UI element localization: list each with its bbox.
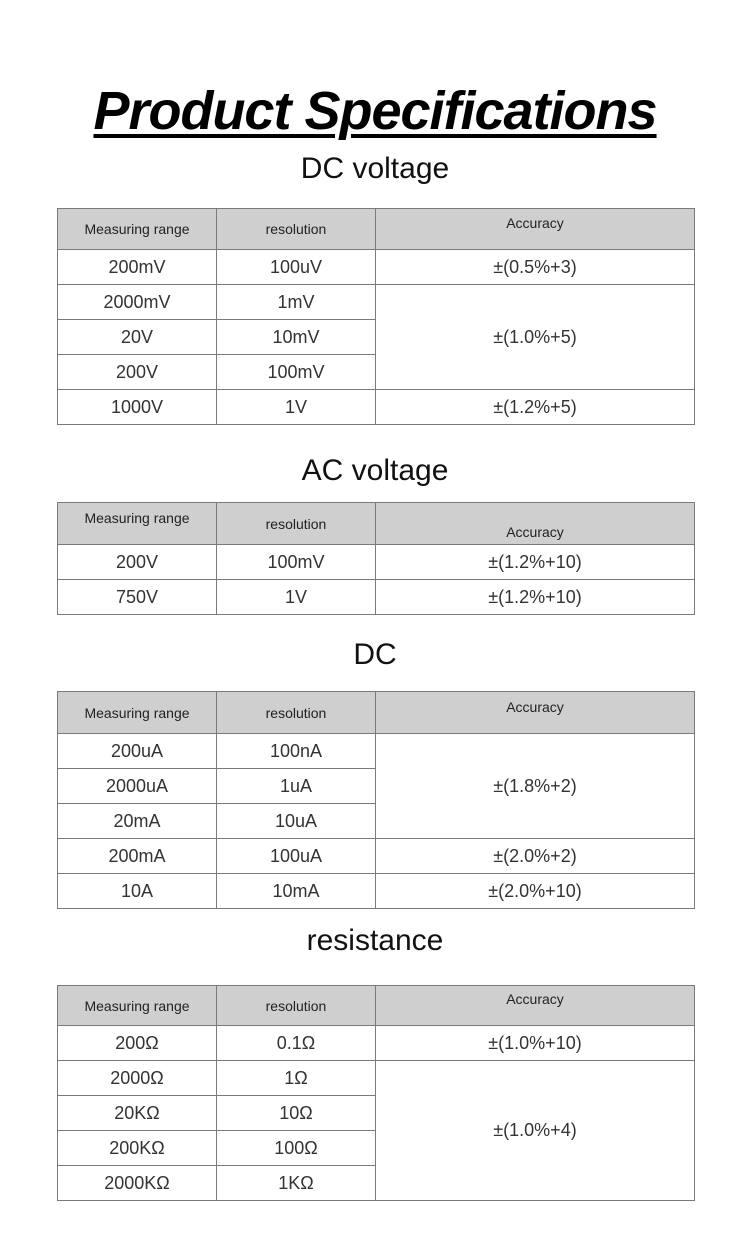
cell-resolution: 1mV — [217, 285, 376, 320]
table-row — [58, 580, 695, 615]
resistance-table — [57, 985, 695, 1201]
table-row — [58, 545, 695, 580]
cell-range: 200V — [58, 355, 217, 390]
header-measuring-range: Measuring range — [58, 503, 217, 545]
cell-accuracy: ±(1.2%+10) — [376, 545, 695, 580]
cell-accuracy: ±(1.2%+5) — [376, 390, 695, 425]
cell-range: 200mV — [58, 250, 217, 285]
cell-range: 1000V — [58, 390, 217, 425]
header-resolution: resolution — [217, 986, 376, 1026]
cell-resolution: 1KΩ — [217, 1166, 376, 1201]
cell-resolution: 1V — [217, 580, 376, 615]
table-row — [58, 285, 695, 320]
table-header-row — [58, 986, 695, 1026]
cell-range: 200mA — [58, 839, 217, 874]
cell-resolution: 100uV — [217, 250, 376, 285]
cell-resolution: 1V — [217, 390, 376, 425]
dc-voltage-table — [57, 208, 695, 425]
table-header-row — [58, 692, 695, 734]
cell-accuracy: ±(1.2%+10) — [376, 580, 695, 615]
cell-resolution: 100mV — [217, 545, 376, 580]
cell-range: 20KΩ — [58, 1096, 217, 1131]
table-row — [58, 839, 695, 874]
cell-range: 2000Ω — [58, 1061, 217, 1096]
cell-resolution: 10mV — [217, 320, 376, 355]
table-header-row — [58, 503, 695, 545]
cell-range: 200V — [58, 545, 217, 580]
header-accuracy: Accuracy — [376, 503, 695, 545]
header-measuring-range: Measuring range — [58, 986, 217, 1026]
table-row — [58, 734, 695, 769]
table-header-row — [58, 209, 695, 250]
cell-resolution: 100nA — [217, 734, 376, 769]
cell-accuracy: ±(1.0%+5) — [376, 285, 695, 390]
cell-range: 2000uA — [58, 769, 217, 804]
table-row — [58, 874, 695, 909]
cell-range: 200Ω — [58, 1026, 217, 1061]
header-resolution: resolution — [217, 503, 376, 545]
cell-range: 10A — [58, 874, 217, 909]
cell-range: 200uA — [58, 734, 217, 769]
section-title-resistance: resistance — [306, 924, 444, 957]
header-resolution: resolution — [217, 209, 376, 250]
cell-resolution: 10uA — [217, 804, 376, 839]
header-accuracy: Accuracy — [376, 986, 695, 1026]
table-row — [58, 1061, 695, 1096]
table-row — [58, 1026, 695, 1061]
cell-range: 750V — [58, 580, 217, 615]
cell-range: 20mA — [58, 804, 217, 839]
table-row — [58, 250, 695, 285]
cell-resolution: 10Ω — [217, 1096, 376, 1131]
header-accuracy: Accuracy — [376, 692, 695, 734]
header-accuracy: Accuracy — [376, 209, 695, 250]
cell-range: 2000KΩ — [58, 1166, 217, 1201]
page-title — [0, 80, 750, 142]
cell-accuracy: ±(0.5%+3) — [376, 250, 695, 285]
cell-accuracy: ±(1.8%+2) — [376, 734, 695, 839]
dc-current-table — [57, 691, 695, 909]
cell-accuracy: ±(2.0%+10) — [376, 874, 695, 909]
cell-resolution: 0.1Ω — [217, 1026, 376, 1061]
cell-accuracy: ±(2.0%+2) — [376, 839, 695, 874]
cell-resolution: 100uA — [217, 839, 376, 874]
cell-resolution: 10mA — [217, 874, 376, 909]
section-title-dc-current: DC — [353, 638, 397, 671]
table-row — [58, 390, 695, 425]
header-measuring-range: Measuring range — [58, 692, 217, 734]
section-title-dc-voltage: DC voltage — [300, 152, 450, 185]
cell-resolution: 100mV — [217, 355, 376, 390]
cell-resolution: 1Ω — [217, 1061, 376, 1096]
cell-accuracy: ±(1.0%+4) — [376, 1061, 695, 1201]
header-measuring-range: Measuring range — [58, 209, 217, 250]
cell-resolution: 1uA — [217, 769, 376, 804]
cell-accuracy: ±(1.0%+10) — [376, 1026, 695, 1061]
ac-voltage-table — [57, 502, 695, 615]
section-title-ac-voltage: AC voltage — [301, 454, 449, 487]
page-title-text: Product Specifications — [93, 81, 657, 141]
cell-range: 200KΩ — [58, 1131, 217, 1166]
cell-range: 20V — [58, 320, 217, 355]
cell-resolution: 100Ω — [217, 1131, 376, 1166]
header-resolution: resolution — [217, 692, 376, 734]
cell-range: 2000mV — [58, 285, 217, 320]
